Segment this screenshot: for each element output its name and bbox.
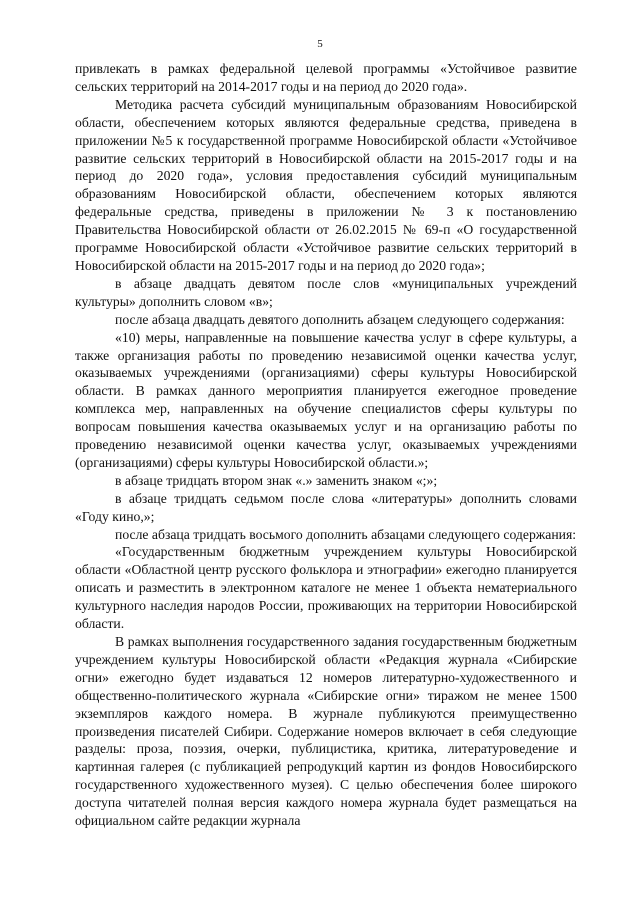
paragraph: в абзаце тридцать седьмом после слова «литературы» дополнить словами «Году кино,»; [75,490,577,524]
paragraph: после абзаца тридцать восьмого дополнить абзацами следующего содержания: [115,526,577,542]
paragraph: в абзаце тридцать втором знак «.» заменить знаком «;»; [115,472,438,488]
document-body [75,60,577,830]
paragraph: привлекать в рамках федеральной целевой программы «Устойчивое развитие сельских территорий на 2014-2017 годы и на период до 2020 года». [75,61,577,94]
paragraph: Методика расчета субсидий муниципальным образованиям Новосибирской области, обеспечением которых являются федеральные средства, приведена в приложении №5 к государственной программе Новосибирской области «Устойчивое развитие сельских территорий в Новосибирской области на 2015-2017 годы и на период до 2020 года», условия предоставления субсидий муниципальным образованиям Новосибирской области, обеспечением которых являются федеральные средства, приведены в приложении № 3 к постановлению Правительства Новосибирской области от 26.02.2015 № 69-п «О государственной программе Новосибирской области «Устойчивое развитие сельских территорий в Новосибирской области на 2015-2017 годы и на период до 2020 года»; [75,96,577,273]
paragraph: «10) меры, направленные на повышение качества услуг в сфере культуры, а также организация работы по проведению независимой оценки качества услуг, оказываемых учреждениями (организациями) сферы культуры Новосибирской области. В рамках данного мероприятия планируется ежегодное проведение комплекса мер, направленных на обучение специалистов сферы культуры по вопросам повышения качества оказываемых услуг и на организацию работы по проведению независимой оценки качества услуг, оказываемых учреждениями (организациями) сферы культуры Новосибирской области.»; [75,329,577,470]
paragraph: после абзаца двадцать девятого дополнить абзацем следующего содержания: [115,311,565,327]
paragraph: «Государственным бюджетным учреждением культуры Новосибирской области «Областной центр русского фольклора и этнографии» ежегодно планируется описать и разместить в электронном каталоге не менее 1 объекта нематериального культурного наследия народов России, проживающих на территории Новосибирской области. [75,544,577,632]
paragraph: В рамках выполнения государственного задания государственным бюджетным учреждением культуры Новосибирской области «Редакция журнала «Сибирские огни» ежегодно будет издаваться 12 номеров литературно-художественного и общественно-политического журнала «Сибирские огни» тиражом не менее 1500 экземпляров каждого номера. В журнале публикуются преимущественно произведения писателей Сибири. Содержание номеров включает в себя следующие разделы: проза, поэзия, очерки, публицистика, критика, литературоведение и картинная галерея (с публикацией репродукций картин из фондов Новосибирского государственного художественного музея). С целью обеспечения более широкого доступа читателей полная версия каждого номера журнала будет размещаться на официальном сайте редакции журнала [75,634,577,829]
page-number: 5 [317,38,323,50]
paragraph: в абзаце двадцать девятом после слов «муниципальных учреждений культуры» дополнить словом «в»; [75,275,577,309]
